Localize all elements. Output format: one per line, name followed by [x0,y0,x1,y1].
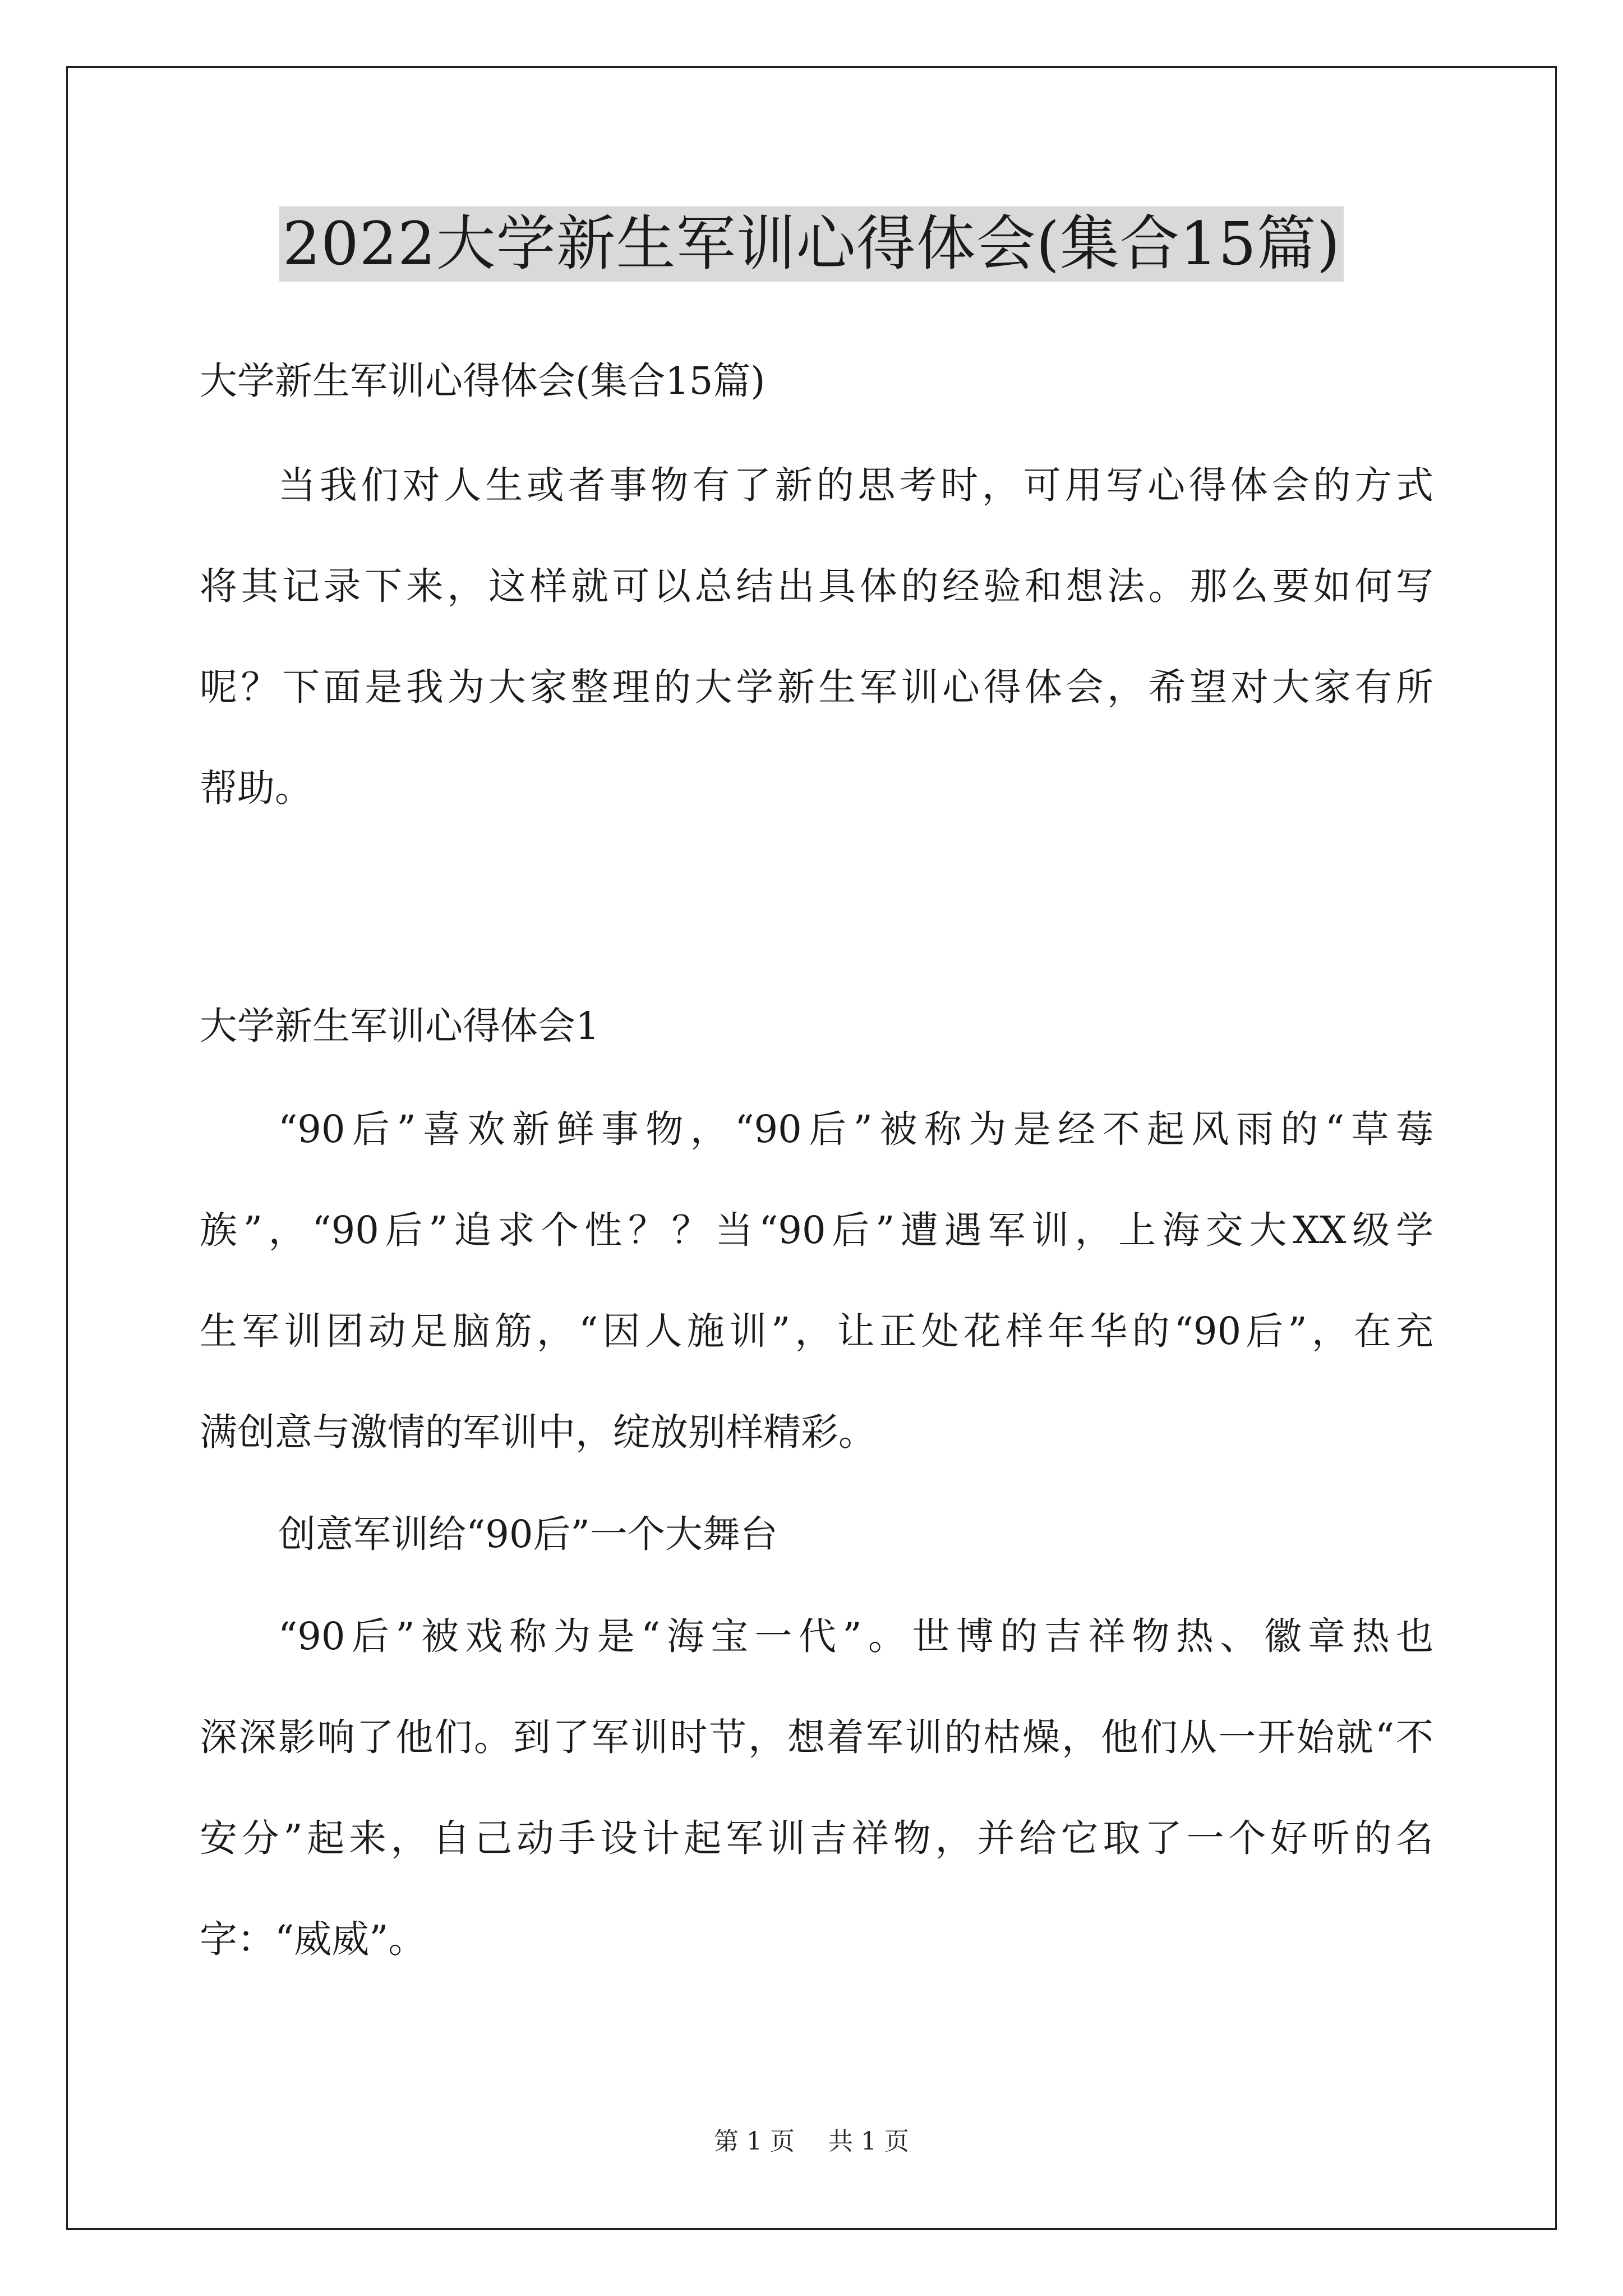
subheading: 创意军训给“90后”一个大舞台 [278,1512,778,1556]
page-footer [0,2125,1623,2159]
page-number: 第 1 页 [714,2127,795,2156]
document-title: 2022大学新生军训心得体会(集合15篇) [279,206,1344,282]
paragraph-line: 字：“威威”。 [200,1917,426,1961]
intro-line: 将其记录下来，这样就可以总结出具体的经验和想法。那么要如何写 [200,564,1433,608]
page-total: 共 1 页 [828,2127,909,2156]
intro-line: 呢？下面是我为大家整理的大学新生军训心得体会，希望对大家有所 [200,665,1433,709]
document-subtitle: 大学新生军训心得体会(集合15篇) [200,359,766,403]
section-heading: 大学新生军训心得体会1 [200,1004,600,1048]
intro-line: 帮助。 [200,766,312,810]
paragraph-line: 安分”起来，自己动手设计起军训吉祥物，并给它取了一个好听的名 [200,1816,1433,1860]
title-container [0,206,1623,282]
paragraph-line: “90后”喜欢新鲜事物，“90后”被称为是经不起风雨的“草莓 [278,1107,1433,1151]
paragraph-line: 满创意与激情的军训中，绽放别样精彩。 [200,1410,876,1454]
intro-line: 当我们对人生或者事物有了新的思考时，可用写心得体会的方式 [278,463,1433,507]
paragraph-line: 生军训团动足脑筋，“因人施训”，让正处花样年华的“90后”，在充 [200,1309,1433,1353]
paragraph-line: “90后”被戏称为是“海宝一代”。世博的吉祥物热、徽章热也 [278,1614,1433,1658]
paragraph-line: 深深影响了他们。到了军训时节，想着军训的枯燥，他们从一开始就“不 [200,1715,1433,1759]
paragraph-line: 族”，“90后”追求个性？？当“90后”遭遇军训，上海交大XX级学 [200,1208,1433,1252]
